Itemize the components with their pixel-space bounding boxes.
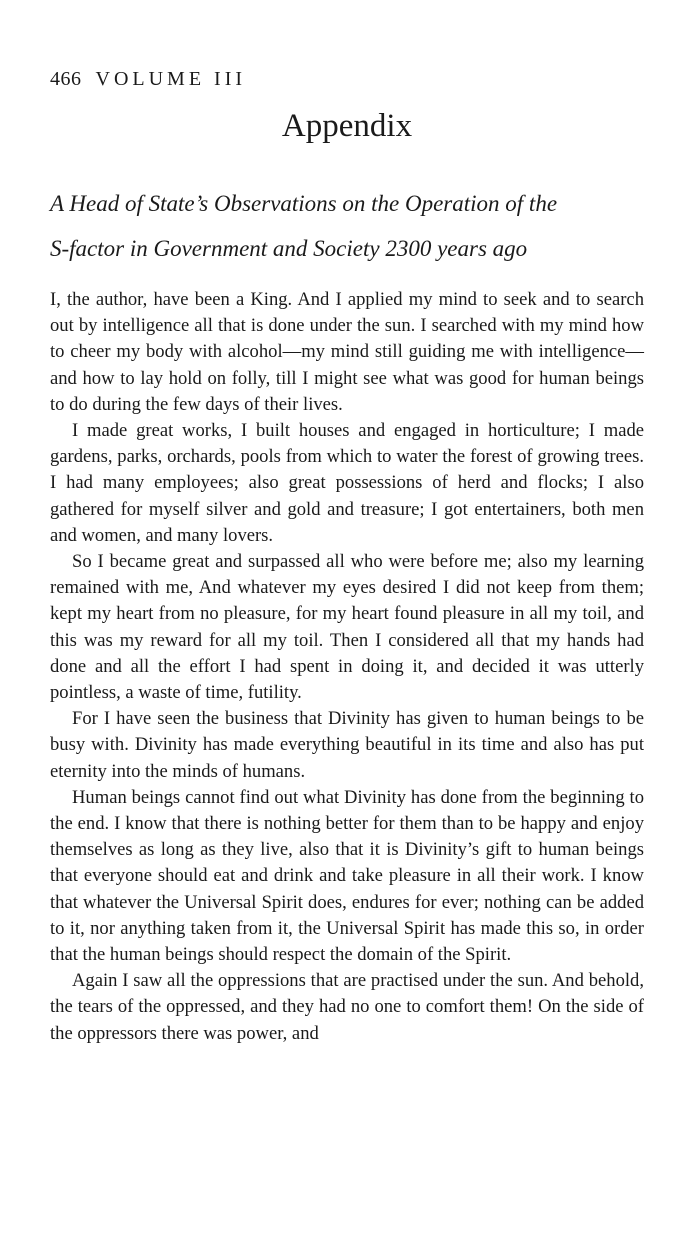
- section-subtitle: [50, 181, 644, 271]
- body-text: [50, 287, 644, 1047]
- paragraph: Again I saw all the oppressions that are practised under the sun. And behold, the tears of the oppressed, and they had no one to comfort them! On the side of the oppressors there was power, and: [50, 970, 644, 1044]
- paragraph: Human beings cannot find out what Divinity has done from the beginning to the end. I know that there is nothing better for them than to be happy and enjoy themselves as long as they live, also that it is Divinity’s gift to human beings that everyone should eat and drink and take pleasure in all their work. I know that whatever the Universal Spirit does, endures for ever; nothing can be added to it, nor anything taken from it, the Universal Spirit has made this so, in order that the human beings should respect the domain of the Spirit.: [50, 786, 644, 966]
- subtitle-line: S-factor in Government and Society 2300 years ago: [50, 236, 528, 261]
- paragraph: For I have seen the business that Divinity has given to human beings to be busy with. Divinity has made everything beautiful in its time and also has put eternity into the minds of humans.: [50, 708, 644, 782]
- paragraph: So I became great and surpassed all who were before me; also my learning remained with me, And whatever my eyes desired I did not keep from them; kept my heart from no pleasure, for my heart found pleasure in all my toil, and this was my reward for all my toil. Then I considered all that my hands had done and all the effort I had spent in doing it, and decided it was utterly pointless, a waste of time, futility.: [50, 551, 644, 704]
- paragraph: I, the author, have been a King. And I applied my mind to seek and to search out by intelligence all that is done under the sun. I searched with my mind how to cheer my body with alcohol—my mind still guiding me with intelligence—and how to lay hold on folly, till I might see what was good for human beings to do during the few days of their lives.: [50, 289, 644, 415]
- subtitle-line: A Head of State’s Observations on the Operation of the: [50, 191, 558, 216]
- chapter-title: Appendix: [281, 108, 413, 144]
- volume-label: VOLUME III: [95, 68, 247, 90]
- running-head: [50, 68, 246, 91]
- page-number: 466: [50, 68, 82, 90]
- paragraph: I made great works, I built houses and engaged in horticulture; I made gardens, parks, orchards, pools from which to water the forest of growing trees. I had many employees; also great possessions of herd and flocks; I also gathered for myself silver and gold and treasure; I got entertainers, both men and women, and many lovers.: [50, 420, 644, 546]
